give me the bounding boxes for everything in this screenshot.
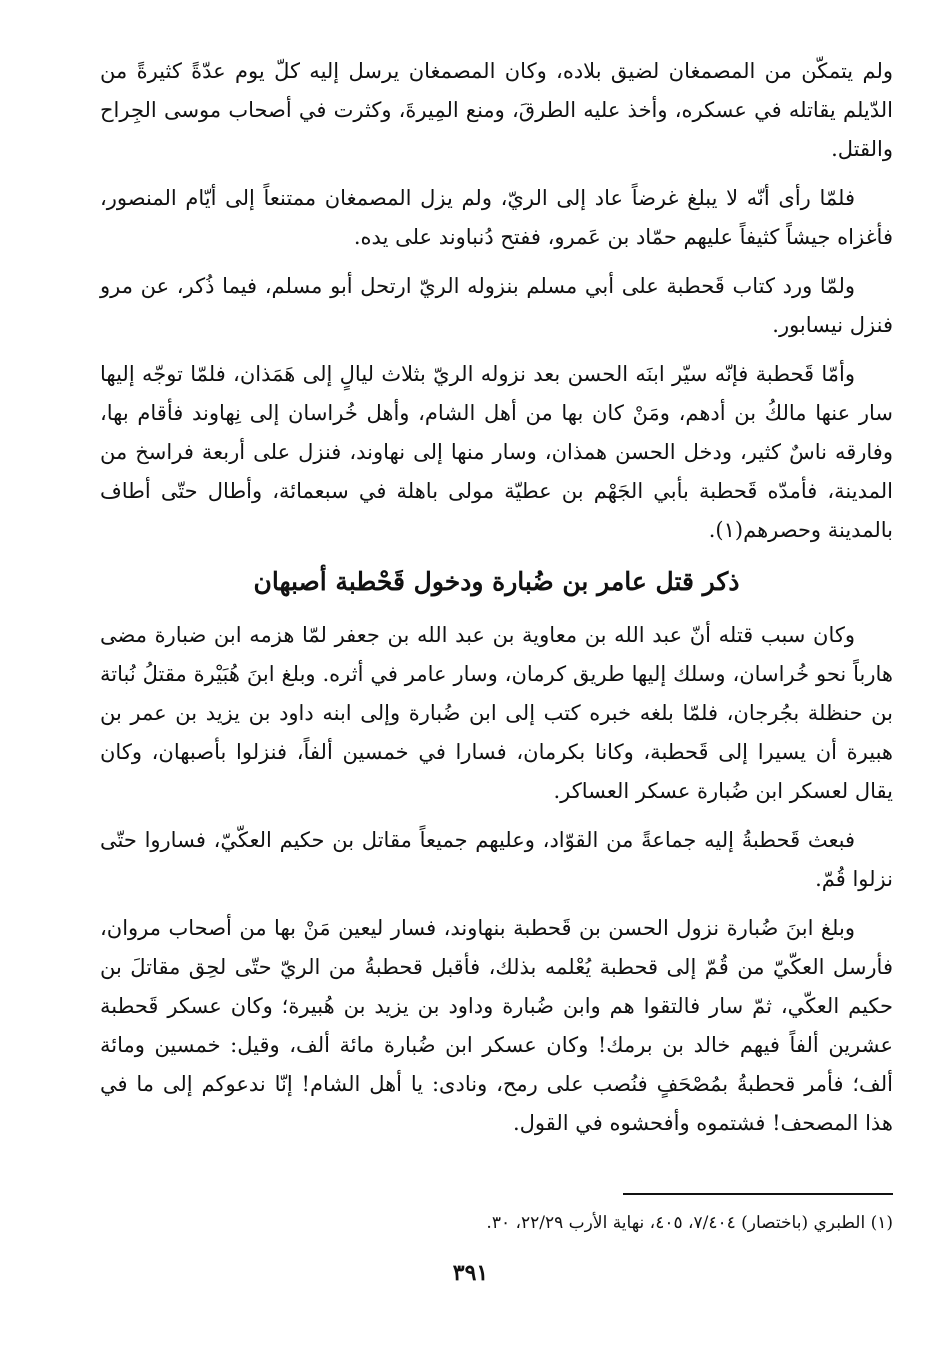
paragraph-7: وبلغ ابنَ ضُبارة نزول الحسن بن قَحطبة بنهاوند، فسار ليعين مَنْ بها من أصحاب مروان، فأرسل العكّيّ من قُمّ إلى قحطبة يُعْلمه بذلك، فأقبل قحطبةُ من الريّ حتّى لحِق مقاتلَ بن حكيم العكّي، ثمّ سار فالتقوا هم وابن ضُبارة وداود بن يزيد بن هُبيرة؛ وكان عسكر قَحطبة عشرين ألفاً فيهم خالد بن برمك! وكان عسكر ابن ضُبارة مائة ألف، وقيل: خمسين ومائة ألف؛ فأمر قحطبةُ بمُصْحَفٍ فنُصب على رمح، ونادى: يا أهل الشام! إنّا ندعوكم إلى ما في هذا المصحف! فشتموه وأفحشوه في القول.	[100, 916, 893, 1135]
page-body	[100, 52, 893, 1153]
paragraph-4: وأمّا قَحطبة فإنّه سيّر ابنَه الحسن بعد نزوله الريّ بثلاث ليالٍ إلى هَمَذان، فلمّا توجّه إليها سار عنها مالكُ بن أدهم، ومَنْ كان بها من أهل الشام، وأهل خُراسان إلى نِهاوند فأقام بها، وفارقه ناسٌ كثير، ودخل الحسن همذان، وسار منها إلى نهاوند، فنزل على أربعة فراسخ من المدينة، فأمدّه قَحطبة بأبي الجَهْم بن عطيّة مولى باهلة في سبعمائة، وأطال حتّى أطاف بالمدينة وحصرهم(١).	[100, 362, 893, 542]
paragraph-6: فبعث قَحطبةُ إليه جماعةً من القوّاد، وعليهم جميعاً مقاتل بن حكيم العكّيّ، فساروا حتّى نزلوا قُمّ.	[100, 828, 893, 891]
section-heading: ذكر قتل عامر بن ضُبارة ودخول قَحْطبة أصبهان	[253, 567, 740, 596]
page-number: ٣٩١	[452, 1260, 489, 1286]
paragraph-5: وكان سبب قتله أنّ عبد الله بن معاوية بن عبد الله بن جعفر لمّا هزمه ابن ضبارة مضى هارباً نحو خُراسان، وسلك إليها طريق كرمان، وسار عامر في أثره. وبلغ ابنَ هُبَيْرة مقتلُ نُباتة بن حنظلة بجُرجان، فلمّا بلغه خبره كتب إلى ابن ضُبارة وإلى ابنه داود بن يزيد بن عمر بن هبيرة أن يسيرا إلى قَحطبة، وكانا بكرمان، فسارا في خمسين ألفاً، فنزلوا بأصبهان، وكان يقال لعسكر ابن ضُبارة عسكر العساكر.	[100, 623, 893, 803]
footnote: (١) الطبري (باختصار) ٧/٤٠٤، ٤٠٥، نهاية الأرب ٢٢/٢٩، ٣٠.	[486, 1213, 893, 1233]
paragraph-2: فلمّا رأى أنّه لا يبلغ غرضاً عاد إلى الريّ، ولم يزل المصمغان ممتنعاً إلى أيّام المنصور، فأغزاه جيشاً كثيفاً عليهم حمّاد بن عَمرو، ففتح دُنباوند على يده.	[100, 186, 893, 249]
footnote-divider	[623, 1193, 893, 1195]
paragraph-1: ولم يتمكّن من المصمغان لضيق بلاده، وكان المصمغان يرسل إليه كلّ يوم عدّةً كثيرةً من الدّيلم يقاتله في عسكره، وأخذ عليه الطرقَ، ومنع المِيرةَ، وكثرت في أصحاب موسى الجِراح والقتل.	[100, 59, 893, 161]
paragraph-3: ولمّا ورد كتاب قَحطبة على أبي مسلم بنزوله الريّ ارتحل أبو مسلم، فيما ذُكر، عن مرو فنزل نيسابور.	[100, 274, 893, 337]
